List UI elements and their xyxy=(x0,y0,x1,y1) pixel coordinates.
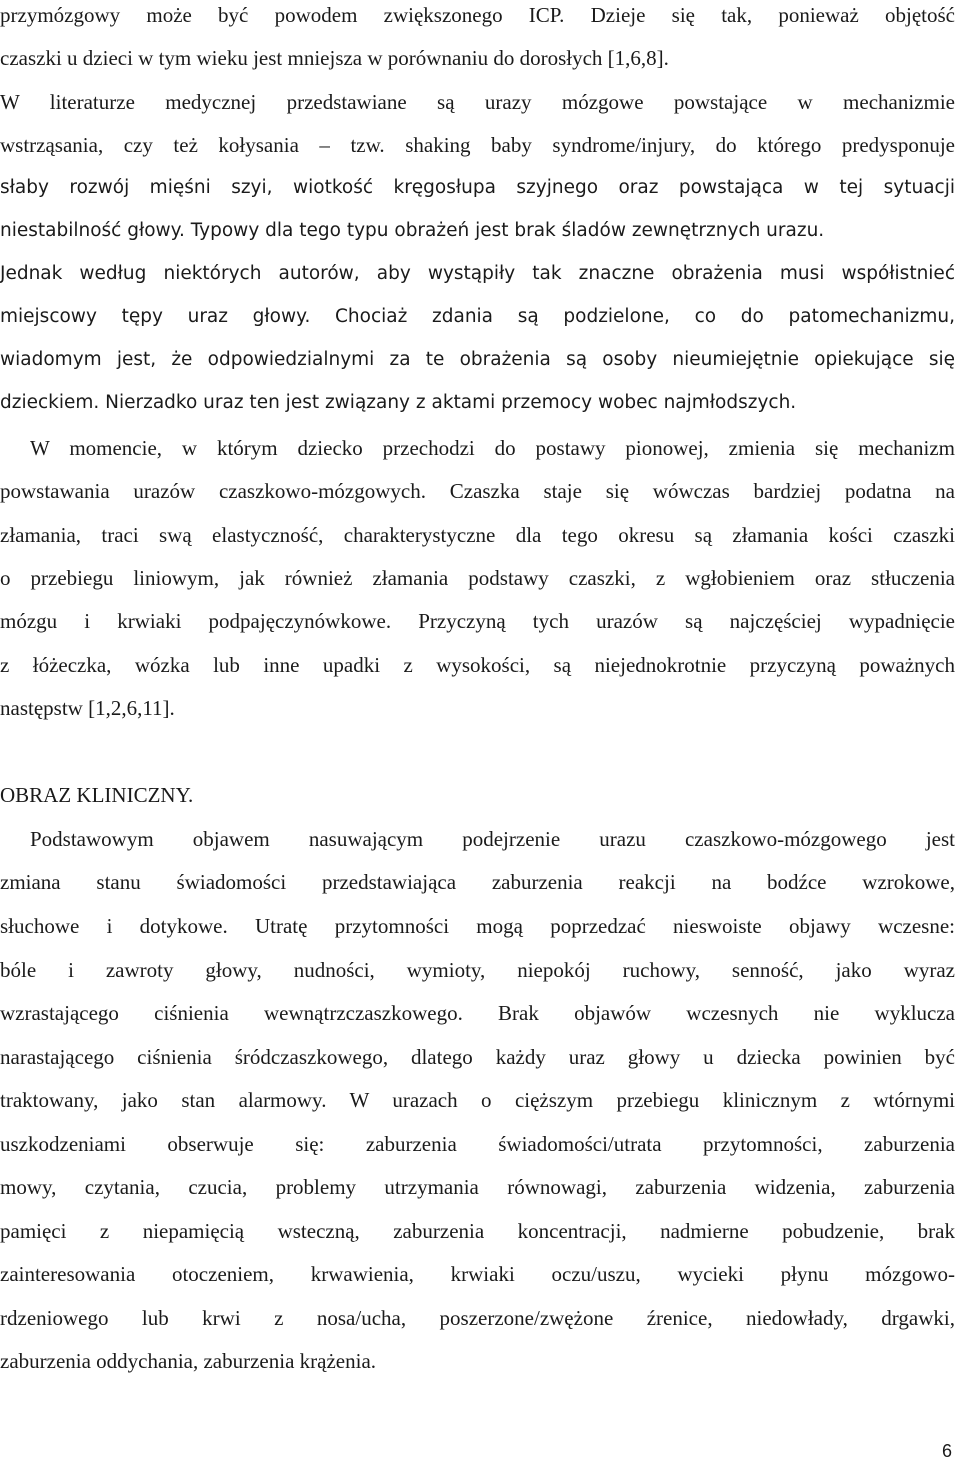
text-line: wzrastającego ciśnienia wewnątrzczaszkowego. Brak objawów wczesnych nie wyklucza xyxy=(0,1001,955,1025)
text-line: zmiana stanu świadomości przedstawiająca zaburzenia reakcji na bodźce wzrokowe, xyxy=(0,870,955,894)
text-line: pamięci z niepamięcią wsteczną, zaburzenia koncentracji, nadmierne pobudzenie, brak xyxy=(0,1219,955,1243)
text-line: rdzeniowego lub krwi z nosa/ucha, poszerzone/zwężone źrenice, niedowłady, drgawki, xyxy=(0,1306,955,1330)
text-line: bóle i zawroty głowy, nudności, wymioty, niepokój ruchowy, senność, jako wyraz xyxy=(0,958,955,982)
text-line: zaburzenia oddychania, zaburzenia krążenia. xyxy=(0,1349,377,1373)
text-line: następstw [1,2,6,11]. xyxy=(0,696,175,720)
text-line: złamania, traci swą elastyczność, charakterystyczne dla tego okresu są złamania kości czaszki xyxy=(0,523,955,547)
text-line: uszkodzeniami obserwuje się: zaburzenia świadomości/utrata przytomności, zaburzenia xyxy=(0,1132,955,1156)
text-line: dzieckiem. Nierzadko uraz ten jest związany z aktami przemocy wobec najmłodszych. xyxy=(0,392,797,413)
text-line: Podstawowym objawem nasuwającym podejrzenie urazu czaszkowo-mózgowego jest xyxy=(30,827,955,851)
text-line: traktowany, jako stan alarmowy. W urazach o cięższym przebiegu klinicznym z wtórnymi xyxy=(0,1088,955,1112)
text-line: słaby rozwój mięśni szyi, wiotkość kręgosłupa szyjnego oraz powstająca w tej sytuacji xyxy=(0,177,955,198)
page-number: 6 xyxy=(941,1441,952,1461)
text-line: narastającego ciśnienia śródczaszkowego, dlatego każdy uraz głowy u dziecka powinien być xyxy=(0,1045,955,1069)
text-line: z łóżeczka, wózka lub inne upadki z wysokości, są niejednokrotnie przyczyną poważnych xyxy=(0,653,955,677)
section-heading: OBRAZ KLINICZNY. xyxy=(0,783,194,807)
text-line: słuchowe i dotykowe. Utratę przytomności mogą poprzedzać nieswoiste objawy wczesne: xyxy=(0,914,955,938)
text-line: mowy, czytania, czucia, problemy utrzymania równowagi, zaburzenia widzenia, zaburzenia xyxy=(0,1175,955,1199)
text-line: zainteresowania otoczeniem, krwawienia, krwiaki oczu/uszu, wycieki płynu mózgowo- xyxy=(0,1262,955,1286)
text-line: powstawania urazów czaszkowo-mózgowych. Czaszka staje się wówczas bardziej podatna na xyxy=(0,479,955,503)
text-line: o przebiegu liniowym, jak również złamania podstawy czaszki, z wgłobieniem oraz stłuczenia xyxy=(0,566,955,590)
text-line: wstrząsania, czy też kołysania – tzw. shaking baby syndrome/injury, do którego predysponuje xyxy=(0,133,955,157)
text-line: wiadomym jest, że odpowiedzialnymi za te obrażenia są osoby nieumiejętnie opiekujące się xyxy=(0,349,955,370)
text-line: niestabilność głowy. Typowy dla tego typu obrażeń jest brak śladów zewnętrznych urazu. xyxy=(0,220,825,241)
text-line: miejscowy tępy uraz głowy. Chociaż zdania są podzielone, co do patomechanizmu, xyxy=(0,306,955,327)
text-line: Jednak według niektórych autorów, aby wystąpiły tak znaczne obrażenia musi współistnieć xyxy=(0,263,955,284)
text-line: mózgu i krwiaki podpajęczynówkowe. Przyczyną tych urazów są najczęściej wypadnięcie xyxy=(0,609,955,633)
text-line: W literaturze medycznej przedstawiane są urazy mózgowe powstające w mechanizmie xyxy=(0,90,955,114)
text-line: W momencie, w którym dziecko przechodzi do postawy pionowej, zmienia się mechanizm xyxy=(30,436,955,460)
text-line: przymózgowy może być powodem zwiększonego ICP. Dzieje się tak, ponieważ objętość xyxy=(0,3,955,27)
text-line: czaszki u dzieci w tym wieku jest mniejsza w porównaniu do dorosłych [1,6,8]. xyxy=(0,46,669,70)
